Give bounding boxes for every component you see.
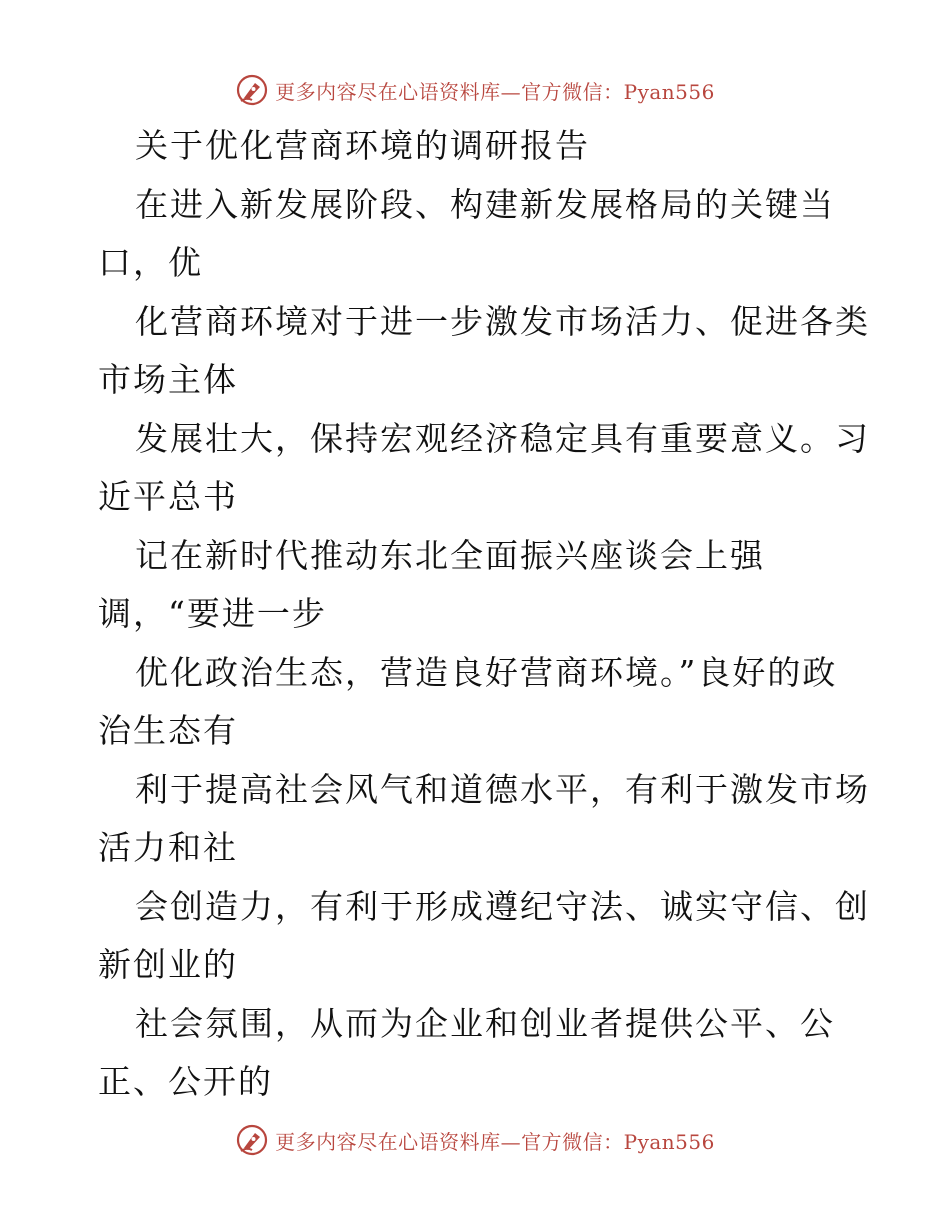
paragraph-line: 社会氛围，从而为企业和创业者提供公平、公 [135,1004,835,1043]
paragraph-line: 在进入新发展阶段、构建新发展格局的关键当 [135,185,835,224]
paragraph-line: 活力和社 [98,828,238,867]
watermark-footer [0,1120,950,1160]
pen-nib-logo-icon [235,73,269,107]
paragraph-line: 利于提高社会风气和道德水平，有利于激发市场 [135,770,870,809]
paragraph-line: 治生态有 [98,711,238,750]
document-title: 关于优化营商环境的调研报告 [135,126,590,165]
paragraph-line: 正、公开的 [98,1062,273,1101]
paragraph-line: 市场主体 [98,360,238,399]
watermark-text: 更多内容尽在心语资料库—官方微信：Pyan556 [275,1129,715,1154]
paragraph-line: 调，“要进一步 [98,594,327,633]
paragraph-line: 会创造力，有利于形成遵纪守法、诚实守信、创 [135,887,870,926]
watermark-header [0,70,950,110]
paragraph-line: 近平总书 [98,477,238,516]
watermark-text: 更多内容尽在心语资料库—官方微信：Pyan556 [275,79,715,104]
pen-nib-logo-icon [235,1123,269,1157]
paragraph-line: 新创业的 [98,945,238,984]
paragraph-line: 记在新时代推动东北全面振兴座谈会上强 [135,536,765,575]
paragraph-line: 发展壮大，保持宏观经济稳定具有重要意义。习 [135,419,870,458]
paragraph-line: 口，优 [98,243,203,282]
paragraph-line: 化营商环境对于进一步激发市场活力、促进各类 [135,302,870,341]
paragraph-line: 优化政治生态，营造良好营商环境。”良好的政 [135,653,838,692]
